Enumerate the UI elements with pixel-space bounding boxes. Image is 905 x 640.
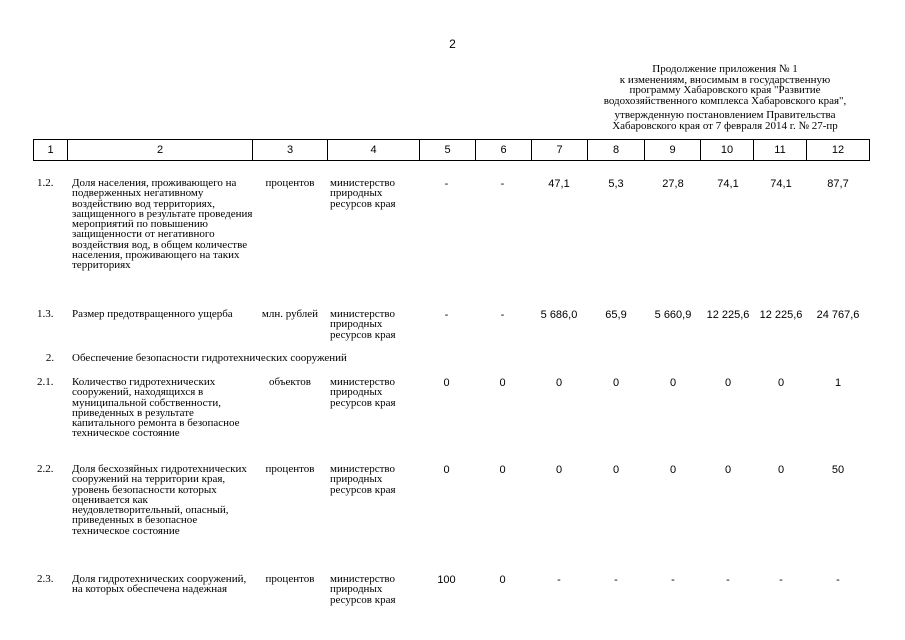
value-cell: 50 bbox=[831, 464, 845, 476]
value-cell: 5 686,0 bbox=[540, 309, 578, 321]
unit: объектов bbox=[269, 376, 311, 388]
value-cell: 74,1 bbox=[717, 178, 739, 190]
value-cell: 100 bbox=[437, 574, 456, 586]
column-number-header bbox=[33, 139, 870, 161]
header-cell: 2 bbox=[68, 140, 253, 161]
value-cell: 87,7 bbox=[827, 178, 849, 190]
value-cell: 47,1 bbox=[548, 178, 570, 190]
value-cell: 27,8 bbox=[662, 178, 684, 190]
value-cell: - bbox=[726, 574, 730, 586]
value-cell: 12 225,6 bbox=[706, 309, 750, 321]
row-number: 2.1. bbox=[37, 376, 54, 388]
value-cell: 65,9 bbox=[605, 309, 627, 321]
appendix-line: программу Хабаровского края "Развитие bbox=[629, 84, 821, 97]
header-cell: 9 bbox=[645, 140, 701, 161]
page-number: 2 bbox=[449, 37, 456, 51]
appendix-line: утвержденную постановлением Правительства bbox=[614, 109, 836, 122]
value-cell: - bbox=[671, 574, 675, 586]
value-cell: 12 225,6 bbox=[759, 309, 803, 321]
value-cell: 0 bbox=[777, 377, 785, 389]
header-cell: 11 bbox=[754, 140, 807, 161]
responsible: министерство природных ресурсов края bbox=[330, 376, 396, 409]
responsible: министерство природных ресурсов края bbox=[330, 308, 396, 341]
value-cell: - bbox=[557, 574, 561, 586]
value-cell: - bbox=[500, 309, 505, 321]
indicator-name: Доля населения, проживающего на подверженных негативному воздействию вод территориях, защищенного в результате проведения мероприятий по повышению защищенности от негативного воздействия вод, в общем количестве населения, проживающего на таких территориях bbox=[72, 177, 253, 272]
value-cell: - bbox=[500, 178, 505, 190]
row-number: 2.3. bbox=[37, 573, 54, 585]
header-cell: 4 bbox=[328, 140, 420, 161]
header-cell: 5 bbox=[420, 140, 476, 161]
row-number: 1.2. bbox=[37, 177, 54, 189]
appendix-line: Хабаровского края от 7 февраля 2014 г. № 27-пр bbox=[612, 119, 838, 132]
value-cell: 0 bbox=[777, 464, 785, 476]
value-cell: 0 bbox=[669, 464, 677, 476]
section-number: 2. bbox=[45, 352, 55, 364]
appendix-header bbox=[560, 64, 890, 132]
value-cell: 0 bbox=[555, 377, 563, 389]
header-cell: 10 bbox=[701, 140, 754, 161]
unit: процентов bbox=[265, 177, 315, 189]
value-cell: - bbox=[614, 574, 618, 586]
section-title: Обеспечение безопасности гидротехнических сооружений bbox=[72, 352, 347, 364]
responsible: министерство природных ресурсов края bbox=[330, 177, 396, 210]
appendix-line: Продолжение приложения № 1 bbox=[652, 63, 798, 75]
row-number: 2.2. bbox=[37, 463, 54, 475]
value-cell: 5 660,9 bbox=[654, 309, 692, 321]
value-cell: 0 bbox=[612, 464, 620, 476]
value-cell: - bbox=[779, 574, 783, 586]
appendix-line: к изменениям, вносимым в государственную bbox=[619, 73, 831, 86]
value-cell: 1 bbox=[834, 377, 842, 389]
value-cell: 0 bbox=[499, 377, 506, 389]
value-cell: 0 bbox=[499, 574, 506, 586]
value-cell: - bbox=[836, 574, 840, 586]
value-cell: 0 bbox=[499, 464, 506, 476]
header-cell: 7 bbox=[532, 140, 588, 161]
value-cell: 0 bbox=[612, 377, 620, 389]
value-cell: 24 767,6 bbox=[816, 309, 860, 321]
header-cell: 1 bbox=[34, 140, 68, 161]
indicator-name: Доля гидротехнических сооружений, на которых обеспечена надежная bbox=[72, 573, 247, 596]
value-cell: 0 bbox=[555, 464, 563, 476]
header-cell: 8 bbox=[588, 140, 645, 161]
header-cell: 6 bbox=[476, 140, 532, 161]
responsible: министерство природных ресурсов края bbox=[330, 463, 396, 496]
indicator-name: Доля бесхозяйных гидротехнических сооружений на территории края, уровень безопасности которых оценивается как неудовлетворительный, опасный, приведенных в безопасное техническое состояние bbox=[72, 463, 247, 537]
unit: млн. рублей bbox=[261, 308, 319, 320]
indicator-name: Размер предотвращенного ущерба bbox=[72, 308, 233, 320]
row-number: 1.3. bbox=[37, 308, 54, 320]
responsible: министерство природных ресурсов края bbox=[330, 573, 396, 606]
value-cell: 0 bbox=[443, 464, 450, 476]
value-cell: 0 bbox=[724, 464, 732, 476]
indicator-name: Количество гидротехнических сооружений, находящихся в муниципальной собственности, приведенных в результате капитального ремонта в безопасное техническое состояние bbox=[72, 376, 240, 440]
appendix-line: водохозяйственного комплекса Хабаровского края", bbox=[603, 94, 847, 107]
value-cell: - bbox=[444, 178, 449, 190]
header-cell: 3 bbox=[253, 140, 328, 161]
value-cell: 0 bbox=[443, 377, 450, 389]
header-cell: 12 bbox=[807, 140, 870, 161]
value-cell: 0 bbox=[724, 377, 732, 389]
unit: процентов bbox=[265, 463, 315, 475]
value-cell: - bbox=[444, 309, 449, 321]
value-cell: 74,1 bbox=[770, 178, 792, 190]
unit: процентов bbox=[265, 573, 315, 585]
value-cell: 0 bbox=[669, 377, 677, 389]
value-cell: 5,3 bbox=[608, 178, 624, 190]
